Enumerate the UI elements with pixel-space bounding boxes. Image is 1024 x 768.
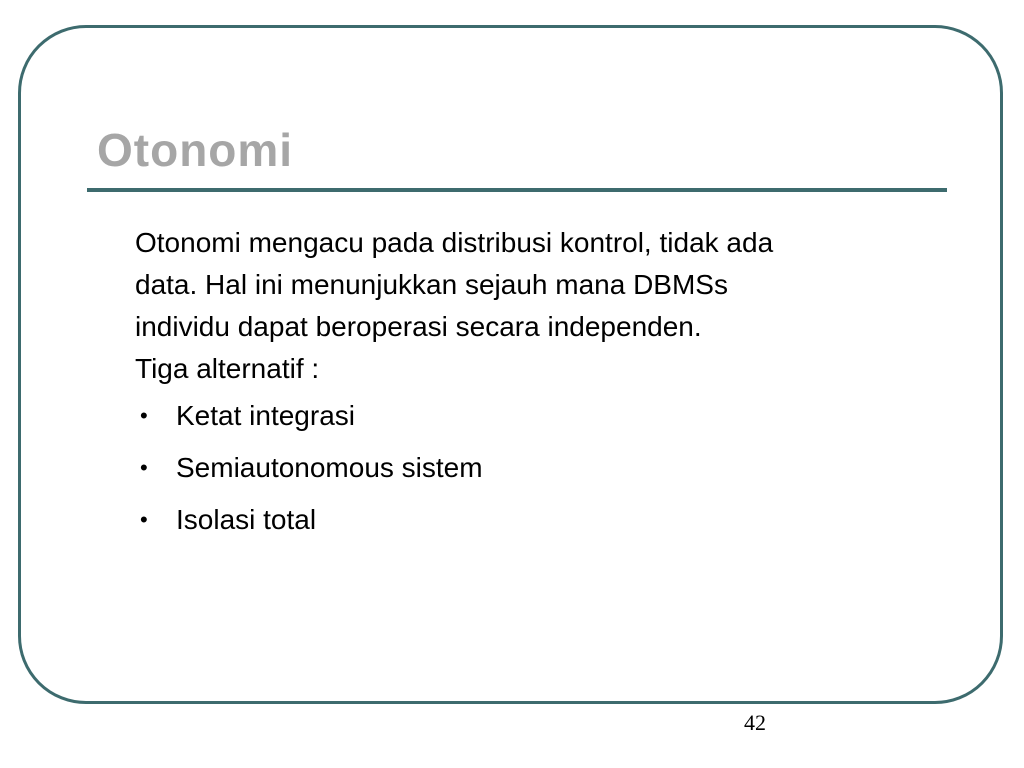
bullet-icon: • [140, 507, 148, 532]
bullet-text: Semiautonomous sistem [176, 452, 483, 483]
bullet-item [135, 394, 483, 446]
bullet-list [135, 394, 483, 550]
slide-paragraph [135, 222, 935, 390]
bullet-text: Isolasi total [176, 504, 317, 535]
paragraph-line: data. Hal ini menunjukkan sejauh mana DBMSs [135, 269, 728, 300]
slide-title: Otonomi [97, 124, 294, 176]
title-underline [87, 188, 947, 192]
page-number: 42 [744, 710, 766, 735]
bullet-icon: • [140, 455, 148, 480]
bullet-text: Ketat integrasi [176, 400, 355, 431]
bullet-item [135, 498, 483, 550]
paragraph-line: individu dapat beroperasi secara independen. [135, 311, 702, 342]
paragraph-line: Otonomi mengacu pada distribusi kontrol, tidak ada [135, 227, 774, 258]
bullet-icon: • [140, 403, 148, 428]
bullet-item [135, 446, 483, 498]
paragraph-line: Tiga alternatif : [135, 353, 320, 384]
